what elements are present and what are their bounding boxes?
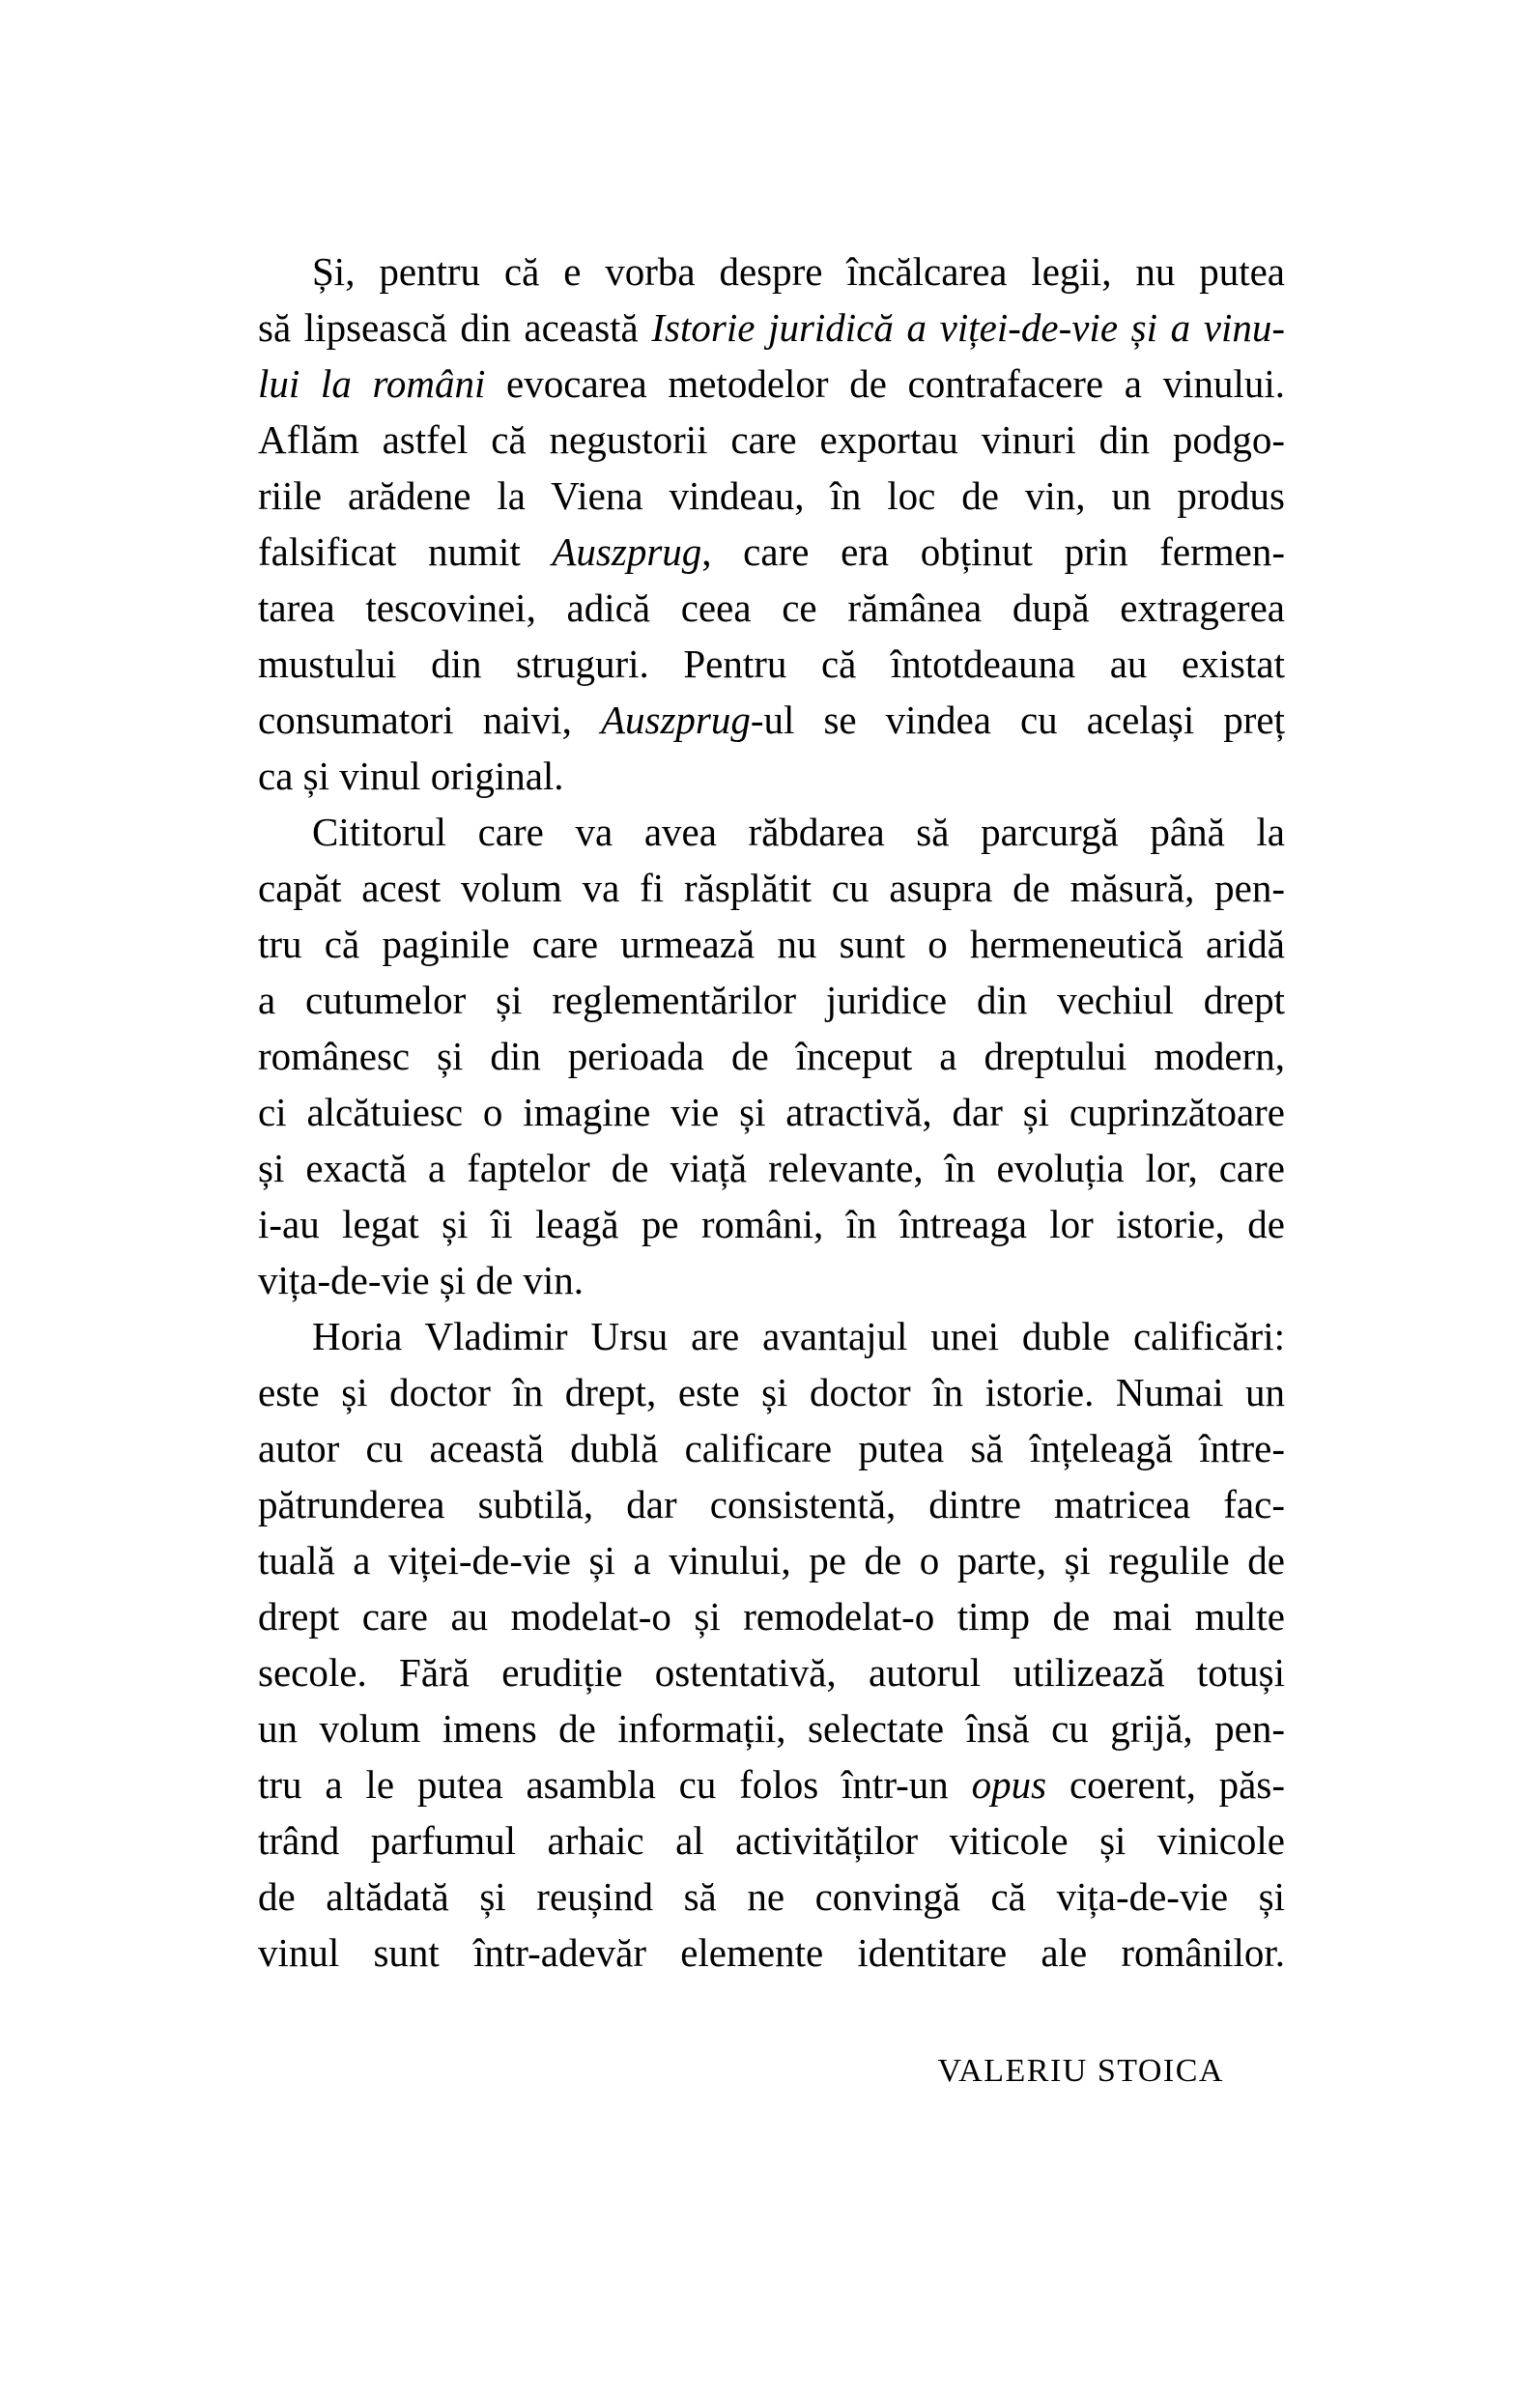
text-run: Horia Vladimir Ursu are avantajul unei duble calificări:	[312, 1314, 1285, 1358]
text-line	[258, 1812, 1285, 1868]
text-line	[258, 1588, 1285, 1644]
text-line	[258, 1532, 1285, 1588]
italic-text-run: opus	[971, 1762, 1047, 1807]
text-run: mustului din struguri. Pentru că întotdeauna au existat	[258, 642, 1285, 686]
text-run: tru că paginile care urmează nu sunt o hermeneutică aridă	[258, 922, 1285, 966]
italic-text-run: Auszprug	[552, 529, 702, 574]
text-line	[258, 356, 1285, 412]
text-line	[258, 1196, 1285, 1252]
text-run: consumatori naivi,	[258, 698, 601, 742]
text-run: capăt acest volum va fi răsplătit cu asupra de măsură, pen-	[258, 866, 1285, 910]
text-run: drept care au modelat-o și remodelat-o timp de mai multe	[258, 1594, 1285, 1639]
text-line	[258, 1364, 1285, 1420]
text-line	[258, 243, 1285, 300]
text-line	[258, 1868, 1285, 1925]
text-line	[258, 636, 1285, 692]
text-line	[258, 524, 1285, 580]
text-run: -ul se vindea cu același preț	[750, 698, 1285, 742]
text-run: ci alcătuiesc o imagine vie și atractivă, dar și cuprinzătoare	[258, 1090, 1285, 1134]
text-run: trând parfumul arhaic al activităților viticole și vinicole	[258, 1818, 1285, 1863]
text-run: Cititorul care va avea răbdarea să parcurgă până la	[312, 810, 1285, 854]
text-line	[258, 748, 1285, 804]
text-line	[258, 580, 1285, 636]
text-run: este și doctor în drept, este și doctor în istorie. Numai un	[258, 1370, 1285, 1414]
italic-text-run: Istorie juridică a viței-de-vie și a vinu-	[651, 305, 1285, 350]
text-run: tuală a viței-de-vie și a vinului, pe de o parte, și regulile de	[258, 1538, 1285, 1583]
text-line	[258, 1420, 1285, 1476]
text-run: coerent, păs-	[1046, 1762, 1285, 1807]
text-line	[258, 1140, 1285, 1196]
text-run: autor cu această dublă calificare putea să înțeleagă între-	[258, 1426, 1285, 1470]
text-run: de altădată și reușind să ne convingă că vița-de-vie și	[258, 1874, 1285, 1919]
text-run: , care era obținut prin fermen-	[701, 529, 1285, 574]
preface-text-block	[258, 243, 1285, 1981]
text-line	[258, 1756, 1285, 1812]
text-line	[258, 1644, 1285, 1700]
text-run: secole. Fără erudiție ostentativă, autorul utilizează totuși	[258, 1650, 1285, 1695]
italic-text-run: Auszprug	[600, 698, 751, 742]
text-line	[258, 916, 1285, 972]
author-signature: VALERIU STOICA	[937, 2053, 1224, 2089]
text-run: vița-de-vie și de vin.	[258, 1258, 585, 1302]
text-line	[258, 1252, 1285, 1308]
text-line	[258, 1084, 1285, 1140]
text-line	[258, 412, 1285, 468]
text-run: și exactă a faptelor de viață relevante, în evoluția lor, care	[258, 1146, 1285, 1190]
text-run: tarea tescovinei, adică ceea ce rămânea după extragerea	[258, 585, 1285, 630]
text-run: vinul sunt într-adevăr elemente identitare ale românilor.	[258, 1930, 1285, 1975]
text-run: i-au legat și îi leagă pe români, în întreaga lor istorie, de	[258, 1202, 1285, 1246]
text-run: ca și vinul original.	[258, 754, 564, 798]
text-run: falsificat numit	[258, 529, 553, 574]
text-line	[258, 1700, 1285, 1756]
text-run: evocarea metodelor de contrafacere a vinului.	[485, 361, 1285, 406]
text-run: Și, pentru că e vorba despre încălcarea legii, nu putea	[312, 249, 1285, 294]
text-line	[258, 1925, 1285, 1981]
text-line	[258, 1476, 1285, 1532]
text-run: românesc și din perioada de început a dreptului modern,	[258, 1034, 1285, 1078]
italic-text-run: lui la români	[258, 361, 486, 406]
text-run: riile arădene la Viena vindeau, în loc de vin, un produs	[258, 473, 1285, 518]
text-line	[258, 692, 1285, 748]
text-line	[258, 860, 1285, 916]
text-run: a cutumelor și reglementărilor juridice din vechiul drept	[258, 978, 1285, 1022]
text-run: Aflăm astfel că negustorii care exportau vinuri din podgo-	[258, 417, 1285, 462]
text-run: pătrunderea subtilă, dar consistentă, dintre matricea fac-	[258, 1482, 1285, 1526]
text-line	[258, 1028, 1285, 1084]
text-line	[258, 804, 1285, 860]
text-run: tru a le putea asambla cu folos într-un	[258, 1762, 972, 1807]
text-run: un volum imens de informații, selectate însă cu grijă, pen-	[258, 1706, 1285, 1751]
text-run: să lipsească din această	[258, 305, 652, 350]
text-line	[258, 1308, 1285, 1364]
text-line	[258, 972, 1285, 1028]
text-line	[258, 468, 1285, 524]
text-line	[258, 300, 1285, 356]
